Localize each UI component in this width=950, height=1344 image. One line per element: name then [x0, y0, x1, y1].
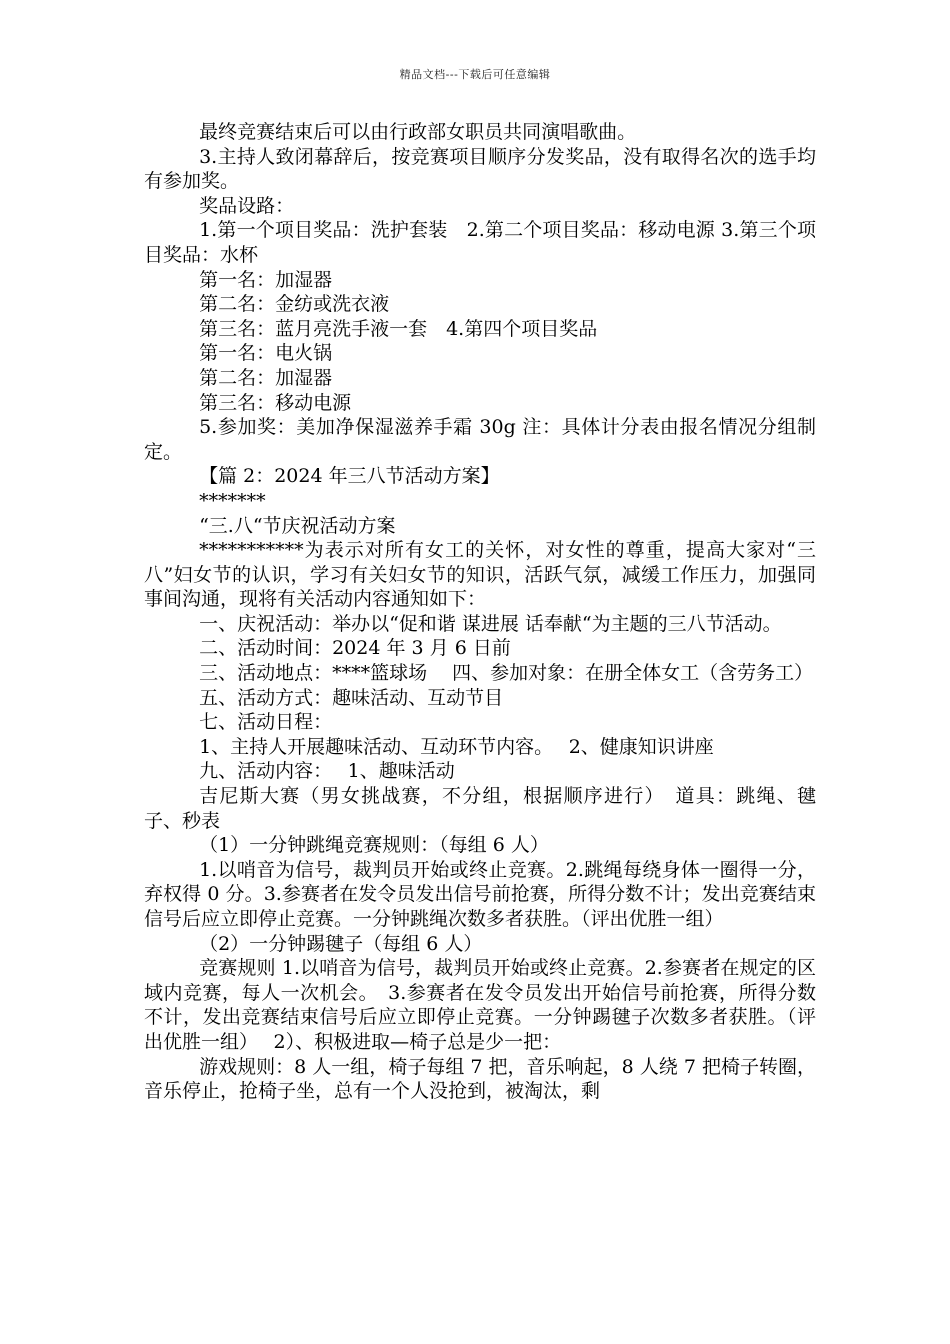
paragraph: 吉尼斯大赛（男女挑战赛，不分组，根据顺序进行） 道具：跳绳、毽子、秒表 — [144, 785, 816, 832]
paragraph: （1）一分钟跳绳竞赛规则：（每组 6 人） — [199, 834, 549, 857]
paragraph: （2）一分钟踢毽子（每组 6 人） — [199, 932, 483, 955]
plan-title: “三.八“节庆祝活动方案 — [199, 514, 396, 537]
section-heading: 【篇 2：2024 年三八节活动方案】 — [199, 465, 500, 488]
paragraph: 第二名：金纺或洗衣液 — [199, 293, 390, 316]
paragraph: 1、主持人开展趣味活动、互动环节内容。 2、健康知识讲座 — [199, 735, 714, 758]
paragraph: 二、活动时间：2024 年 3 月 6 日前 — [199, 637, 511, 660]
paragraph: 游戏规则：8 人一组，椅子每组 7 把，音乐响起，8 人绕 7 把椅子转圈，音乐停止，抢椅子坐，总有一个人没抢到，被淘汰，剩 — [144, 1055, 816, 1103]
paragraph: 1.第一个项目奖品：洗护套装 2.第二个项目奖品：移动电源 3.第三个项目奖品：水杯 — [144, 219, 816, 266]
paragraph: 第二名：加湿器 — [199, 366, 333, 389]
paragraph: 最终竞赛结束后可以由行政部女职员共同演唱歌曲。 — [199, 121, 637, 143]
paragraph: 3.主持人致闭幕辞后，按竞赛项目顺序分发奖品，没有取得名次的选手均有参加奖。 — [144, 145, 816, 193]
paragraph: 1.以哨音为信号，裁判员开始或终止竞赛。2.跳绳每绕身体一圈得一分，弃权得 0 分。3.参赛者在发令员发出信号前抢赛，所得分数不计；发出竞赛结束信号后应立即停止竞赛。一分钟跳绳次数多者获胜。（评出优胜一组） — [144, 858, 816, 930]
paragraph: 竞赛规则 1.以哨音为信号，裁判员开始或终止竞赛。2.参赛者在规定的区域内竞赛，每人一次机会。 3.参赛者在发令员发出开始信号前抢赛，所得分数不计，发出竞赛结束信号后应立即停止竞赛。一分钟踢毽子次数多者获胜。（评出优胜一组） 2）、积极进取—椅子总是少一把： — [144, 957, 816, 1053]
paragraph: ***********为表示对所有女工的关怀，对女性的尊重，提高大家对“三八”妇女节的认识，学习有关妇女节的知识，活跃气氛，减缓工作压力，加强同事间沟通，现将有关活动内容通知如下： — [144, 539, 816, 611]
paragraph: 三、活动地点：****篮球场 四、参加对象：在册全体女工（含劳务工） — [199, 662, 814, 685]
paragraph: 奖品设路： — [199, 194, 295, 217]
paragraph: 第三名：蓝月亮洗手液一套 4.第四个项目奖品 — [199, 317, 598, 340]
paragraph: 5.参加奖：美加净保湿滋养手霜 30g 注：具体计分表由报名情况分组制定。 — [144, 416, 816, 463]
paragraph: 九、活动内容： 1、趣味活动 — [199, 760, 455, 783]
document-body — [144, 120, 816, 1104]
paragraph: 第三名：移动电源 — [199, 391, 352, 414]
paragraph: 五、活动方式：趣味活动、互动节目 — [199, 686, 504, 709]
paragraph: 一、庆祝活动：举办以“促和谐 谋进展 话奉献“为主题的三八节活动。 — [199, 612, 782, 635]
page-header: 精品文档---下载后可任意编辑 — [399, 68, 551, 81]
paragraph: 七、活动日程： — [199, 711, 333, 734]
paragraph: 第一名：电火锅 — [199, 342, 333, 365]
paragraph: ******* — [199, 489, 266, 512]
paragraph: 第一名：加湿器 — [199, 268, 333, 291]
